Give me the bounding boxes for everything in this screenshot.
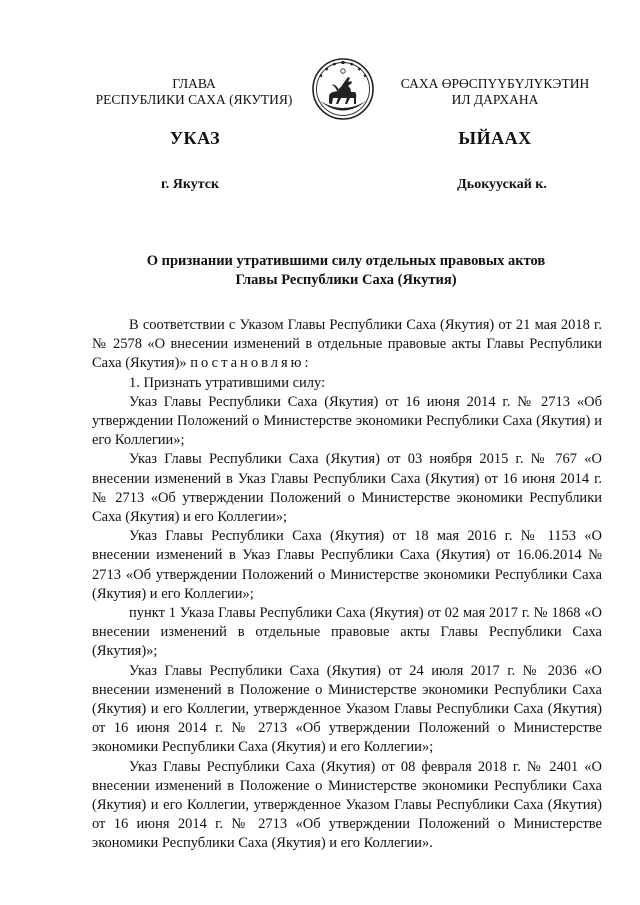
city-dyokuuskai: Дьокуускай к.	[457, 177, 547, 192]
document-title-line1: О признании утратившими силу отдельных правовых актов	[146, 253, 546, 269]
header-left	[84, 76, 304, 108]
header-right-line2: ИЛ ДАРХАНА	[451, 92, 539, 107]
header-right-line1: САХА ӨРӨСПҮҮБҮЛҮКЭТИН	[400, 76, 590, 91]
title-yiaakh: ЫЙААХ	[458, 128, 532, 148]
act-paragraph: Указ Главы Республики Саха (Якутия) от 08 февраля 2018 г. № 2401 «О внесении изменений в Положение о Министерстве экономики Республики Саха (Якутия) и его Коллегии, утвержденное Указом Главы Республики Саха (Якутия) от 16 июня 2014 г. № 2713 «Об утверждении Положений о Министерстве экономики Республики Саха (Якутия) и его Коллегии».	[92, 758, 602, 852]
document-body	[92, 316, 602, 854]
header-left-line2: РЕСПУБЛИКИ САХА (ЯКУТИЯ)	[95, 92, 293, 107]
act-paragraph: Указ Главы Республики Саха (Якутия) от 24 июля 2017 г. № 2036 «О внесении изменений в Положение о Министерстве экономики Республики Саха (Якутия) и его Коллегии, утвержденное Указом Главы Республики Саха (Якутия) от 16 июня 2014 г. № 2713 «Об утверждении Положений о Министерстве экономики Республики Саха (Якутия) и его Коллегии»;	[92, 662, 602, 756]
decree-word: постановляю:	[190, 355, 312, 372]
act-paragraph: Указ Главы Республики Саха (Якутия) от 03 ноября 2015 г. № 767 «О внесении изменений в Указ Главы Республики Саха (Якутия) от 16 июня 2014 г. № 2713 «Об утверждении Положений о Министерстве экономики Республики Саха (Якутия) и его Коллегии»;	[92, 451, 602, 526]
act-paragraph: Указ Главы Республики Саха (Якутия) от 18 мая 2016 г. № 1153 «О внесении изменений в Указ Главы Республики Саха (Якутия) от 16.06.2014 № 2713 «Об утверждении Положений о Министерстве экономики Республики Саха (Якутия) и его Коллегии»;	[92, 528, 602, 602]
item-1: 1. Признать утратившими силу:	[129, 374, 326, 391]
act-paragraph: пункт 1 Указа Главы Республики Саха (Якутия) от 02 мая 2017 г. № 1868 «О внесении изменений в отдельные правовые акты Главы Республики Саха (Якутия)»;	[92, 605, 602, 660]
title-ukaz: УКАЗ	[169, 128, 221, 148]
act-paragraph: Указ Главы Республики Саха (Якутия) от 16 июня 2014 г. № 2713 «Об утверждении Положений о Министерстве экономики Республики Саха (Якутия) и его Коллегии»;	[92, 393, 602, 449]
intro-paragraph	[92, 316, 602, 374]
sakha-coat-of-arms-icon	[311, 57, 375, 121]
document-title	[90, 252, 602, 290]
header-right	[385, 76, 605, 108]
document-title-line2: Главы Республики Саха (Якутия)	[235, 272, 457, 288]
city-yakutsk: г. Якутск	[160, 177, 220, 192]
header-left-line1: ГЛАВА	[172, 76, 216, 91]
intro-text: В соответствии с Указом Главы Республики Саха (Якутия) от 21 мая 2018 г. № 2578 «О внесении изменений в отдельные правовые акты Главы Республики Саха (Якутия)»	[92, 317, 602, 372]
